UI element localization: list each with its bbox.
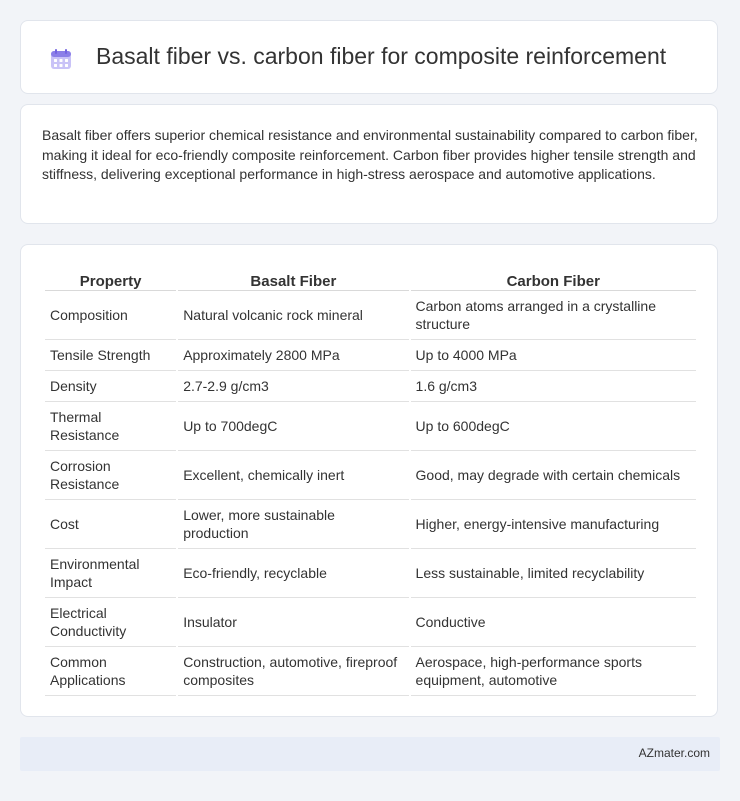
table-cell: Aerospace, high-performance sports equipment, automotive (411, 647, 696, 696)
summary-card (20, 104, 718, 224)
table-cell: Carbon atoms arranged in a crystalline structure (411, 291, 696, 340)
table-cell: Less sustainable, limited recyclability (411, 549, 696, 598)
table-row (45, 500, 696, 549)
comparison-table (43, 266, 698, 696)
table-cell: 2.7-2.9 g/cm3 (178, 371, 408, 402)
table-cell: Up to 600degC (411, 402, 696, 451)
header-card (20, 20, 718, 94)
table-cell: Up to 4000 MPa (411, 340, 696, 371)
table-row (45, 402, 696, 451)
table-cell: Up to 700degC (178, 402, 408, 451)
table-cell: Environmental Impact (45, 549, 176, 598)
column-header: Carbon Fiber (411, 266, 696, 291)
table-header-row (45, 266, 696, 291)
table-row (45, 647, 696, 696)
table-cell: Higher, energy-intensive manufacturing (411, 500, 696, 549)
table-row (45, 451, 696, 500)
table-cell: Good, may degrade with certain chemicals (411, 451, 696, 500)
table-cell: Tensile Strength (45, 340, 176, 371)
table-cell: Conductive (411, 598, 696, 647)
table-cell: Insulator (178, 598, 408, 647)
table-cell: 1.6 g/cm3 (411, 371, 696, 402)
table-cell: Corrosion Resistance (45, 451, 176, 500)
table-cell: Thermal Resistance (45, 402, 176, 451)
table-cell: Excellent, chemically inert (178, 451, 408, 500)
table-cell: Lower, more sustainable production (178, 500, 408, 549)
footer-bar (20, 737, 720, 771)
page-title: Basalt fiber vs. carbon fiber for composite reinforcement (96, 43, 667, 69)
table-row (45, 291, 696, 340)
table-cell: Natural volcanic rock mineral (178, 291, 408, 340)
table-row (45, 598, 696, 647)
table-cell: Cost (45, 500, 176, 549)
summary-text: Basalt fiber offers superior chemical resistance and environmental sustainability compared to carbon fiber, making it ideal for eco-friendly composite reinforcement. Carbon fiber provides higher tensile strength and stiffness, delivering exceptional performance in high-stress aerospace and automotive applications. (42, 127, 698, 182)
table-cell: Electrical Conductivity (45, 598, 176, 647)
table-cell: Construction, automotive, fireproof composites (178, 647, 408, 696)
table-cell: Common Applications (45, 647, 176, 696)
column-header: Basalt Fiber (178, 266, 408, 291)
table-cell: Composition (45, 291, 176, 340)
table-row (45, 549, 696, 598)
calendar-icon (49, 47, 73, 71)
table-cell: Approximately 2800 MPa (178, 340, 408, 371)
table-cell: Eco-friendly, recyclable (178, 549, 408, 598)
footer-brand: AZmater.com (638, 746, 710, 760)
table-row (45, 340, 696, 371)
table-row (45, 371, 696, 402)
table-cell: Density (45, 371, 176, 402)
column-header: Property (45, 266, 176, 291)
comparison-card (20, 244, 718, 717)
